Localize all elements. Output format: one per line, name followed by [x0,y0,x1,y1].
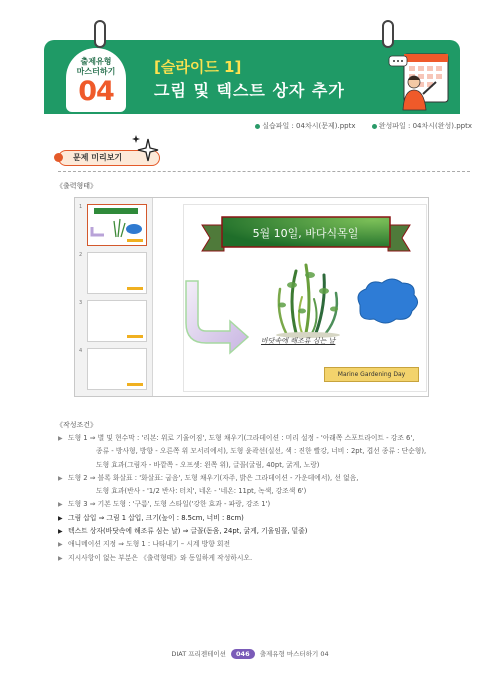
ppt-preview [74,197,429,397]
calendar-person-illustration [386,46,456,112]
thumb-number: 4 [79,348,83,354]
chapter-badge [66,48,126,112]
arrow-bullet-icon: ▶ [58,501,63,509]
footer-right: 출제유형 마스터하기 04 [259,650,329,658]
binder-ring [94,20,106,48]
section-dot-icon [54,153,63,162]
footer-left: DIAT 프리젠테이션 [171,650,226,658]
bevel-label: Marine Gardening Day [324,367,419,382]
thumb-number: 2 [79,252,83,258]
file-info [241,121,472,131]
complete-file: 완성파일 : 04차시(완성).pptx [378,122,472,130]
condition-text: 도형 효과(그림자 - 바깥쪽 - 오프셋: 왼쪽 위), 글꼴(굴림, 40pt, 굵게, 노랑) [96,460,320,469]
condition-row [58,552,478,565]
condition-row [58,472,478,485]
practice-file: 실습파일 : 04차시(문제).pptx [262,122,356,130]
condition-row [58,459,478,472]
thumbnail-tag [127,383,143,386]
thumbnail-tag [127,239,143,242]
condition-text: 도형 효과(반사 - '1/2 반사: 터치', 네온 - '네온: 11pt, 녹색, 강조색 6') [96,487,307,496]
slide-thumbnail[interactable] [87,252,147,294]
ribbon-title-text: 5월 10일, 바다식목일 [252,227,359,240]
condition-text: 애니메이션 지정 ⇒ 도형 1 : 나타내기 – 시계 방향 회전 [68,540,231,549]
condition-row [58,525,478,538]
condition-row [58,498,478,511]
condition-row [58,538,478,551]
arrow-bullet-icon: ▶ [58,514,63,522]
slide-thumbnail[interactable] [87,204,147,246]
condition-text: 도형 3 ⇒ 기본 도형 : '구름', 도형 스타일('강한 효과 - 파랑, 강조 1') [68,500,271,509]
bullet-dot-icon [372,124,377,129]
section-label-text: 문제 미리보기 [73,153,123,162]
condition-text: 도형 1 ⇒ 별 및 현수막 : '리본: 위로 기울어짐', 도형 채우기(그라데이션 : 미리 설정 - '아래쪽 스포트라이트 - 강조 6', [68,434,415,442]
binder-ring [382,20,394,48]
condition-text: 텍스트 상자(바닷속에 해조류 심는 날) ⇒ 글꼴(돋움, 24pt, 굵게, 기울임꼴, 밑줄) [68,527,308,536]
conditions-caption: 《작성조건》 [56,421,98,429]
condition-text: 종류 - 방사형, 방향 - 오른쪽 위 모서리에서), 도형 윤곽선(실선, 색 : 진한 빨강, 너비 : 2pt, 겹선 종류 : 단순형), [96,447,427,456]
slide-thumbnail[interactable] [87,300,147,342]
badge-number: 04 [78,76,114,107]
bullet-dot-icon [255,124,260,129]
thumb-number: 1 [79,204,83,210]
arrow-bullet-icon: ▶ [58,528,63,536]
condition-text: 지시사항이 없는 부분은 《출력형태》와 동일하게 작성하시오. [68,553,253,562]
page-number: 046 [231,649,255,659]
arrow-bullet-icon: ▶ [58,435,63,442]
thumb-number: 3 [79,300,83,306]
slide-thumbnail-pane [75,198,153,396]
picture-caption: 바닷속에 해조류 심는 날 [261,337,336,345]
conditions-list [58,432,478,565]
arrow-bullet-icon: ▶ [58,554,63,562]
thumbnail-tag [127,335,143,338]
condition-row [58,432,478,445]
arrow-bullet-icon: ▶ [58,474,63,482]
slide-label: [슬라이드 1] [154,58,242,76]
page-title: 그림 및 텍스트 상자 추가 [154,81,345,100]
slide-canvas[interactable] [183,204,427,392]
condition-row [58,485,478,498]
sparkle-icon [130,133,160,163]
condition-text: 그림 삽입 ⇒ 그림 1 삽입, 크기(높이 : 8.5cm, 너비 : 8cm) [68,513,244,522]
output-caption: 《출력형태》 [56,182,98,190]
badge-line2: 마스터하기 [76,67,116,76]
slide-thumbnail[interactable] [87,348,147,390]
condition-row [58,445,478,458]
condition-row [58,512,478,525]
condition-text: 도형 2 ⇒ 블록 화살표 : '화살표: 굽음', 도형 채우기(자주, 밝은 그라데이션 - 가운데에서), 선 없음, [68,473,359,482]
arrow-bullet-icon: ▶ [58,541,63,549]
section-divider [58,171,470,172]
thumbnail-tag [127,287,143,290]
page-footer [0,649,500,659]
badge-line1: 출제유형 [80,57,112,66]
